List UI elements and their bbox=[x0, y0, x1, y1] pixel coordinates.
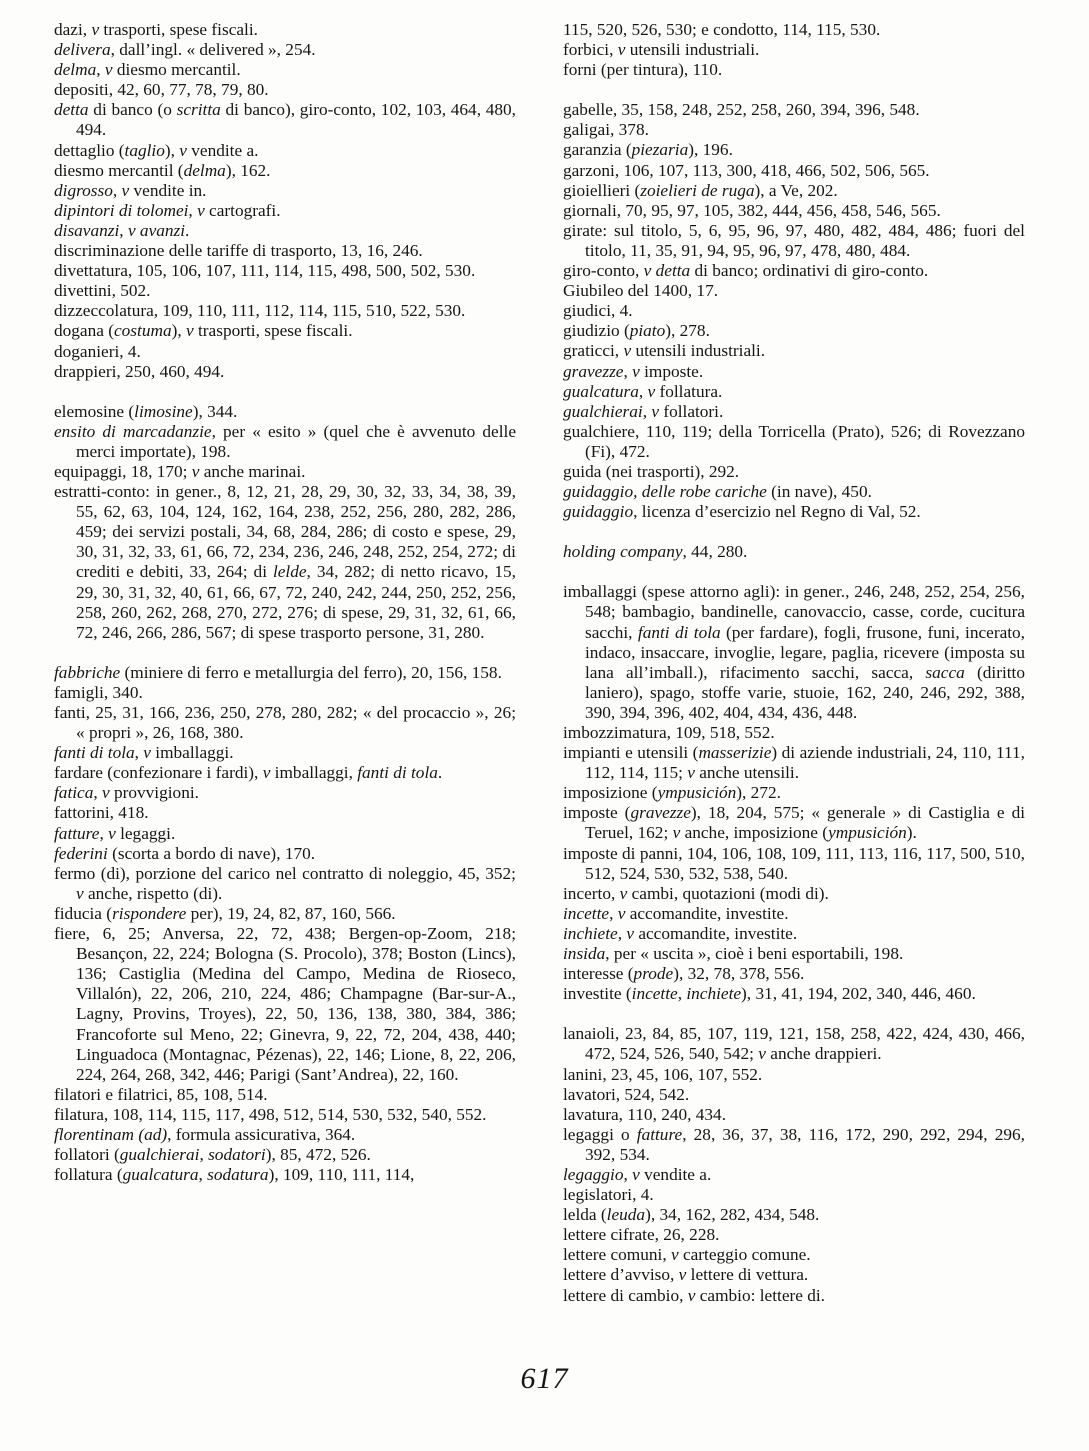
index-entry: famigli, 340. bbox=[54, 682, 143, 702]
index-entry: federini (scorta a bordo di nave), 170. bbox=[54, 843, 316, 863]
index-entry: ensito di marcadanzie, per « esito » (quel che è avvenuto delle merci importate), 198. bbox=[54, 421, 517, 461]
index-entry: guida (nei trasporti), 292. bbox=[563, 461, 740, 481]
index-entry: giro-conto, v detta di banco; ordinativi di giro-conto. bbox=[563, 261, 929, 281]
index-entry: graticci, v utensili industriali. bbox=[563, 341, 766, 361]
index-entry: legaggi o fatture, 28, 36, 37, 38, 116, 172, 290, 292, 294, 296, 392, 534. bbox=[563, 1124, 1025, 1164]
index-entry: drappieri, 250, 460, 494. bbox=[54, 361, 225, 381]
index-entry: estratti-conto: in gener., 8, 12, 21, 28, 29, 30, 32, 33, 34, 38, 39, 55, 62, 63, 104, 124, 162, 164, 238, 252, 256, 280, 282, 286, 459; dei servizi postali, 34, 68, 284, 286; di costo e spese, 29, 30, 31, 32, 33, 61, 66, 72, 234, 236, 246, 248, 252, 254, 272; di crediti e debiti, 33, 264; di lelde, 34, 282; di netto ricavo, 15, 29, 30, 31, 32, 40, 61, 66, 67, 72, 240, 242, 244, 250, 252, 256, 258, 260, 262, 268, 270, 272, 276; di spese, 29, 31, 32, 61, 66, 72, 246, 266, 286, 567; di spese trasporto persone, 31, 280. bbox=[54, 482, 516, 642]
index-entry: incette, v accomandite, investite. bbox=[563, 903, 789, 923]
index-entry: gualcatura, v follatura. bbox=[563, 381, 723, 401]
index-entry: girate: sul titolo, 5, 6, 95, 96, 97, 480, 482, 484, 486; fuori del titolo, 11, 35, 91, 94, 95, 96, 97, 478, 480, 484. bbox=[563, 220, 1025, 260]
section-gap bbox=[563, 80, 1025, 100]
index-entry: gioiellieri (zoielieri de ruga), a Ve, 202. bbox=[563, 180, 838, 200]
index-entry: imballaggi (spese attorno agli): in gener., 246, 248, 252, 254, 256, 548; bambagio, bandinelle, canovaccio, casse, corde, cucitura sacchi, fanti di tola (per fardare), fogli, frusone, funi, incerato, indaco, insaccare, invoglie, legare, paglia, ricevere (imposta su lana all’imball.), rifacimento sacchi, sacca, sacca (diritto laniero), spago, stoffe varie, stuoie, 162, 240, 246, 292, 388, 390, 394, 396, 402, 404, 434, 436, 448. bbox=[563, 582, 1026, 722]
index-entry: fardare (confezionare i fardi), v imballaggi, fanti di tola. bbox=[54, 763, 443, 783]
index-entry: fatica, v provvigioni. bbox=[54, 783, 199, 803]
index-entry: florentinam (ad), formula assicurativa, 364. bbox=[54, 1124, 356, 1144]
index-entry: legislatori, 4. bbox=[563, 1185, 654, 1205]
index-entry: filatori e filatrici, 85, 108, 514. bbox=[54, 1084, 268, 1104]
index-entry: galigai, 378. bbox=[563, 120, 649, 140]
index-entry: lavatori, 524, 542. bbox=[563, 1084, 690, 1104]
index-entry: follatura (gualcatura, sodatura), 109, 110, 111, 114, bbox=[54, 1165, 415, 1185]
index-entry: dipintori di tolomei, v cartografi. bbox=[54, 200, 281, 220]
index-entry: forni (per tintura), 110. bbox=[563, 60, 723, 80]
index-entry: fiere, 6, 25; Anversa, 22, 72, 438; Bergen-op-Zoom, 218; Besançon, 22, 224; Bologna (S. Procolo), 378; Boston (Lincs), 136; Castiglia (Medina del Campo, Medina de Rioseco, Villalón), 22, 206, 210, 224, 486; Champagne (Bar-sur-A., Lagny, Provins, Troyes), 22, 50, 136, 138, 380, 384, 386; Francoforte sul Meno, 22; Ginevra, 9, 22, 72, 204, 438, 440; Linguadoca (Montagnac, Pézenas), 22, 146; Lione, 8, 22, 206, 224, 264, 268, 342, 446; Parigi (Sant’Andrea), 22, 160. bbox=[54, 924, 516, 1084]
index-entry: follatori (gualchierai, sodatori), 85, 472, 526. bbox=[54, 1145, 371, 1165]
index-entry: fatture, v legaggi. bbox=[54, 823, 176, 843]
index-entry: inchiete, v accomandite, investite. bbox=[563, 923, 798, 943]
index-entry: digrosso, v vendite in. bbox=[54, 180, 207, 200]
index-entry: delma, v diesmo mercantil. bbox=[54, 60, 241, 80]
section-gap bbox=[54, 643, 516, 663]
index-entry: lelda (leuda), 34, 162, 282, 434, 548. bbox=[563, 1205, 820, 1225]
index-entry: forbici, v utensili industriali. bbox=[563, 40, 760, 60]
index-entry: fiducia (rispondere per), 19, 24, 82, 87, 160, 566. bbox=[54, 903, 396, 923]
index-entry: dizzeccolatura, 109, 110, 111, 112, 114, 115, 510, 522, 530. bbox=[54, 301, 466, 321]
index-entry: guidaggio, delle robe cariche (in nave), 450. bbox=[563, 482, 872, 502]
index-entry: dazi, v trasporti, spese fiscali. bbox=[54, 20, 258, 39]
index-entry: investite (incette, inchiete), 31, 41, 194, 202, 340, 446, 460. bbox=[563, 984, 976, 1004]
index-entry: lavatura, 110, 240, 434. bbox=[563, 1104, 727, 1124]
index-entry: depositi, 42, 60, 77, 78, 79, 80. bbox=[54, 80, 269, 100]
index-entry: Giubileo del 1400, 17. bbox=[563, 281, 719, 301]
index-entry: imbozzimatura, 109, 518, 552. bbox=[563, 723, 775, 742]
index-entry: giudici, 4. bbox=[563, 301, 633, 321]
section-gap bbox=[563, 1004, 1025, 1024]
index-entry: doganieri, 4. bbox=[54, 341, 141, 361]
index-entry: garanzia (piezaria), 196. bbox=[563, 140, 733, 160]
index-entry: equipaggi, 18, 170; v anche marinai. bbox=[54, 461, 306, 481]
section-gap bbox=[563, 562, 1025, 582]
index-entry: disavanzi, v avanzi. bbox=[54, 220, 190, 240]
index-entry: gualchierai, v follatori. bbox=[563, 401, 724, 421]
section-gap bbox=[563, 522, 1025, 542]
index-entry: elemosine (limosine), 344. bbox=[54, 401, 238, 421]
index-entry: gravezze, v imposte. bbox=[563, 361, 704, 381]
index-entry: giudizio (piato), 278. bbox=[563, 321, 710, 341]
page-number: 617 bbox=[520, 1362, 569, 1395]
index-entry: detta di banco (o scritta di banco), giro-conto, 102, 103, 464, 480, 494. bbox=[54, 100, 516, 140]
index-entry: imposte di panni, 104, 106, 108, 109, 111, 113, 116, 117, 500, 510, 512, 524, 530, 532, 538, 540. bbox=[563, 843, 1025, 883]
index-entry: filatura, 108, 114, 115, 117, 498, 512, 514, 530, 532, 540, 552. bbox=[54, 1104, 487, 1124]
index-entry: discriminazione delle tariffe di trasporto, 13, 16, 246. bbox=[54, 241, 423, 261]
index-entry: gualchiere, 110, 119; della Torricella (Prato), 526; di Rovezzano (Fi), 472. bbox=[563, 421, 1025, 461]
index-entry: diesmo mercantil (delma), 162. bbox=[54, 160, 271, 180]
index-entry: divettatura, 105, 106, 107, 111, 114, 115, 498, 500, 502, 530. bbox=[54, 261, 476, 281]
index-entry: lettere d’avviso, v lettere di vettura. bbox=[563, 1265, 809, 1285]
index-entry: garzoni, 106, 107, 113, 300, 418, 466, 502, 506, 565. bbox=[563, 160, 930, 180]
index-entry: lettere comuni, v carteggio comune. bbox=[563, 1245, 811, 1265]
index-entry: lanaioli, 23, 84, 85, 107, 119, 121, 158, 258, 422, 424, 430, 466, 472, 524, 526, 540, 542; v anche drappieri. bbox=[563, 1024, 1025, 1064]
index-entry: guidaggio, licenza d’esercizio nel Regno di Val, 52. bbox=[563, 502, 921, 522]
index-entry: insida, per « uscita », cioè i beni esportabili, 198. bbox=[563, 944, 904, 964]
index-entry: gabelle, 35, 158, 248, 252, 258, 260, 394, 396, 548. bbox=[563, 100, 920, 120]
index-entry: fermo (di), porzione del carico nel contratto di noleggio, 45, 352; v anche, rispetto (di). bbox=[54, 863, 516, 903]
index-entry: lanini, 23, 45, 106, 107, 552. bbox=[563, 1064, 763, 1084]
index-entry: interesse (prode), 32, 78, 378, 556. bbox=[563, 964, 805, 984]
index-entry: fanti di tola, v imballaggi. bbox=[54, 743, 234, 763]
index-entry: divettini, 502. bbox=[54, 281, 151, 301]
index-entry: 115, 520, 526, 530; e condotto, 114, 115, 530. bbox=[563, 20, 881, 39]
index-entry: fabbriche (miniere di ferro e metallurgia del ferro), 20, 156, 158. bbox=[54, 662, 502, 682]
index-entry: impianti e utensili (masserizie) di aziende industriali, 24, 110, 111, 112, 114, 115; v anche utensili. bbox=[563, 743, 1025, 783]
index-entry: incerto, v cambi, quotazioni (modi di). bbox=[563, 883, 829, 903]
index-entry: fanti, 25, 31, 166, 236, 250, 278, 280, 282; « del procaccio », 26; « propri », 26, 168, 380. bbox=[54, 703, 516, 743]
index-entry: holding company, 44, 280. bbox=[563, 542, 748, 562]
index-entry: giornali, 70, 95, 97, 105, 382, 444, 456, 458, 546, 565. bbox=[563, 200, 941, 220]
index-entry: fattorini, 418. bbox=[54, 803, 149, 823]
index-entry: imposte (gravezze), 18, 204, 575; « generale » di Castiglia e di Teruel, 162; v anche, imposizione (ympusición). bbox=[563, 803, 1026, 843]
index-entry: dogana (costuma), v trasporti, spese fiscali. bbox=[54, 321, 353, 341]
index-entry: dettaglio (taglio), v vendite a. bbox=[54, 140, 259, 160]
index-entry: imposizione (ympusición), 272. bbox=[563, 783, 781, 803]
section-gap bbox=[54, 382, 516, 402]
index-entry: lettere cifrate, 26, 228. bbox=[563, 1225, 720, 1245]
index-entry: lettere di cambio, v cambio: lettere di. bbox=[563, 1285, 825, 1305]
index-entry: legaggio, v vendite a. bbox=[563, 1164, 712, 1184]
index-entry: delivera, dall’ingl. « delivered », 254. bbox=[54, 40, 316, 60]
right-index-column bbox=[563, 20, 1025, 1306]
left-index-column bbox=[54, 20, 516, 1185]
